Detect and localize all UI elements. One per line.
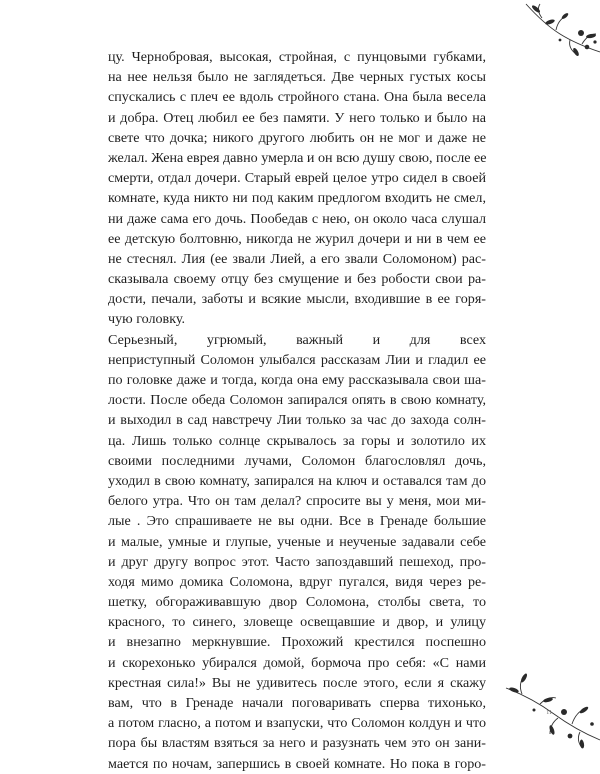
text-line: ца. Лишь только солнце скрывалось за горы и золотило их	[108, 432, 486, 449]
text-line: и скорехонько убирался домой, бормоча про себя: «С нами	[108, 654, 486, 671]
text-line: белого утра. Что он там делал? спросите вы у меня, мои ми-	[108, 493, 486, 510]
text-line: и друг другу вопрос этот. Часто запоздавший пешеход, про-	[108, 553, 486, 570]
text-line: цу. Чернобровая, высокая, стройная, с пунцовыми губками,	[108, 49, 486, 65]
text-line: вам, что в Гренаде начали поговаривать сперва тихонько,	[108, 695, 486, 711]
text-line: ходя мимо домика Соломона, вдруг пугался, видя через ре-	[108, 573, 486, 590]
text-line: и добра. Отец любил ее без памяти. У него только и было на	[108, 109, 486, 126]
text-line: уходил в свою комнату, запирался на ключ и оставался там до	[108, 472, 486, 489]
text-line: лости. После обеда Соломон запирался опять в свою комнату,	[108, 392, 486, 409]
text-line: ее детскую болтовню, никогда не журил дочери и ни в чем ее	[108, 230, 486, 247]
text-line: мается по ночам, запершись в своей комнате. Но пока в горо-	[108, 755, 486, 772]
text-line: по головке даже и тогда, когда она ему рассказывала свои ша-	[108, 372, 486, 388]
text-line: желал. Жена еврея давно умерла и он всю душу свою, после ее	[108, 149, 487, 166]
text-line: лые . Это спрашиваете не вы одни. Все в Гренаде большие	[108, 513, 486, 530]
floral-ornament-bottom	[502, 654, 600, 750]
text-line: комнате, куда никто ни под каким предлогом входить не смел,	[108, 190, 486, 207]
text-line: сказывала своему отцу без смущение и без робости свои ра-	[108, 271, 486, 288]
text-line: красного, то синего, зловеще освещавшие и двор, и улицу	[108, 614, 486, 631]
text-line: Серьезный, угрюмый, важный и для всех	[108, 331, 486, 348]
text-line: неприступный Соломон улыбался рассказам Лии и гладил ее	[108, 351, 486, 368]
page-number: 11	[546, 710, 552, 716]
text-line: на нее нельзя было не заглядеться. Две черных густых косы	[108, 69, 486, 86]
body-text	[108, 47, 486, 774]
text-line: смерти, отдал дочери. Старый еврей целое утро сидел в своей	[108, 170, 486, 187]
text-line: спускались с плеч ее вдоль стройного стана. Она была весела	[108, 89, 486, 106]
text-line: и выходил в сад навстречу Лии только за час до захода солн-	[108, 412, 486, 429]
text-line: ни даже сама его дочь. Пообедав с нею, он около часа слушал	[108, 210, 486, 227]
text-line: дости, печали, заботы и всякие мысли, входившие в ее горя-	[108, 291, 486, 308]
text-line: своими последними лучами, Соломон благословлял дочь,	[108, 452, 486, 469]
text-line: пора бы властям взяться за него и разузнать чем это он зани-	[108, 735, 486, 752]
text-line: а потом гласно, а потом и взапуски, что Соломон колдун и что	[108, 715, 486, 732]
text-line: свете что дочка; никого другого любить он не мог и даже не	[108, 129, 486, 146]
text-line: шетку, обгораживавшую двор Соломона, столбы света, то	[108, 594, 486, 611]
text-line: и внезапно меркнувшие. Прохожий крестился поспешно	[108, 634, 486, 651]
text-line: и малые, умные и глупые, ученые и неученые задавали себе	[108, 533, 486, 550]
text-line: чую головку.	[108, 311, 186, 328]
text-line: не стеснял. Лия (ее звали Лией, а его звали Соломоном) рас-	[108, 250, 486, 267]
text-line: крестная сила!» Вы не удивитесь после этого, если я скажу	[108, 674, 486, 691]
floral-ornament-top	[520, 0, 600, 62]
